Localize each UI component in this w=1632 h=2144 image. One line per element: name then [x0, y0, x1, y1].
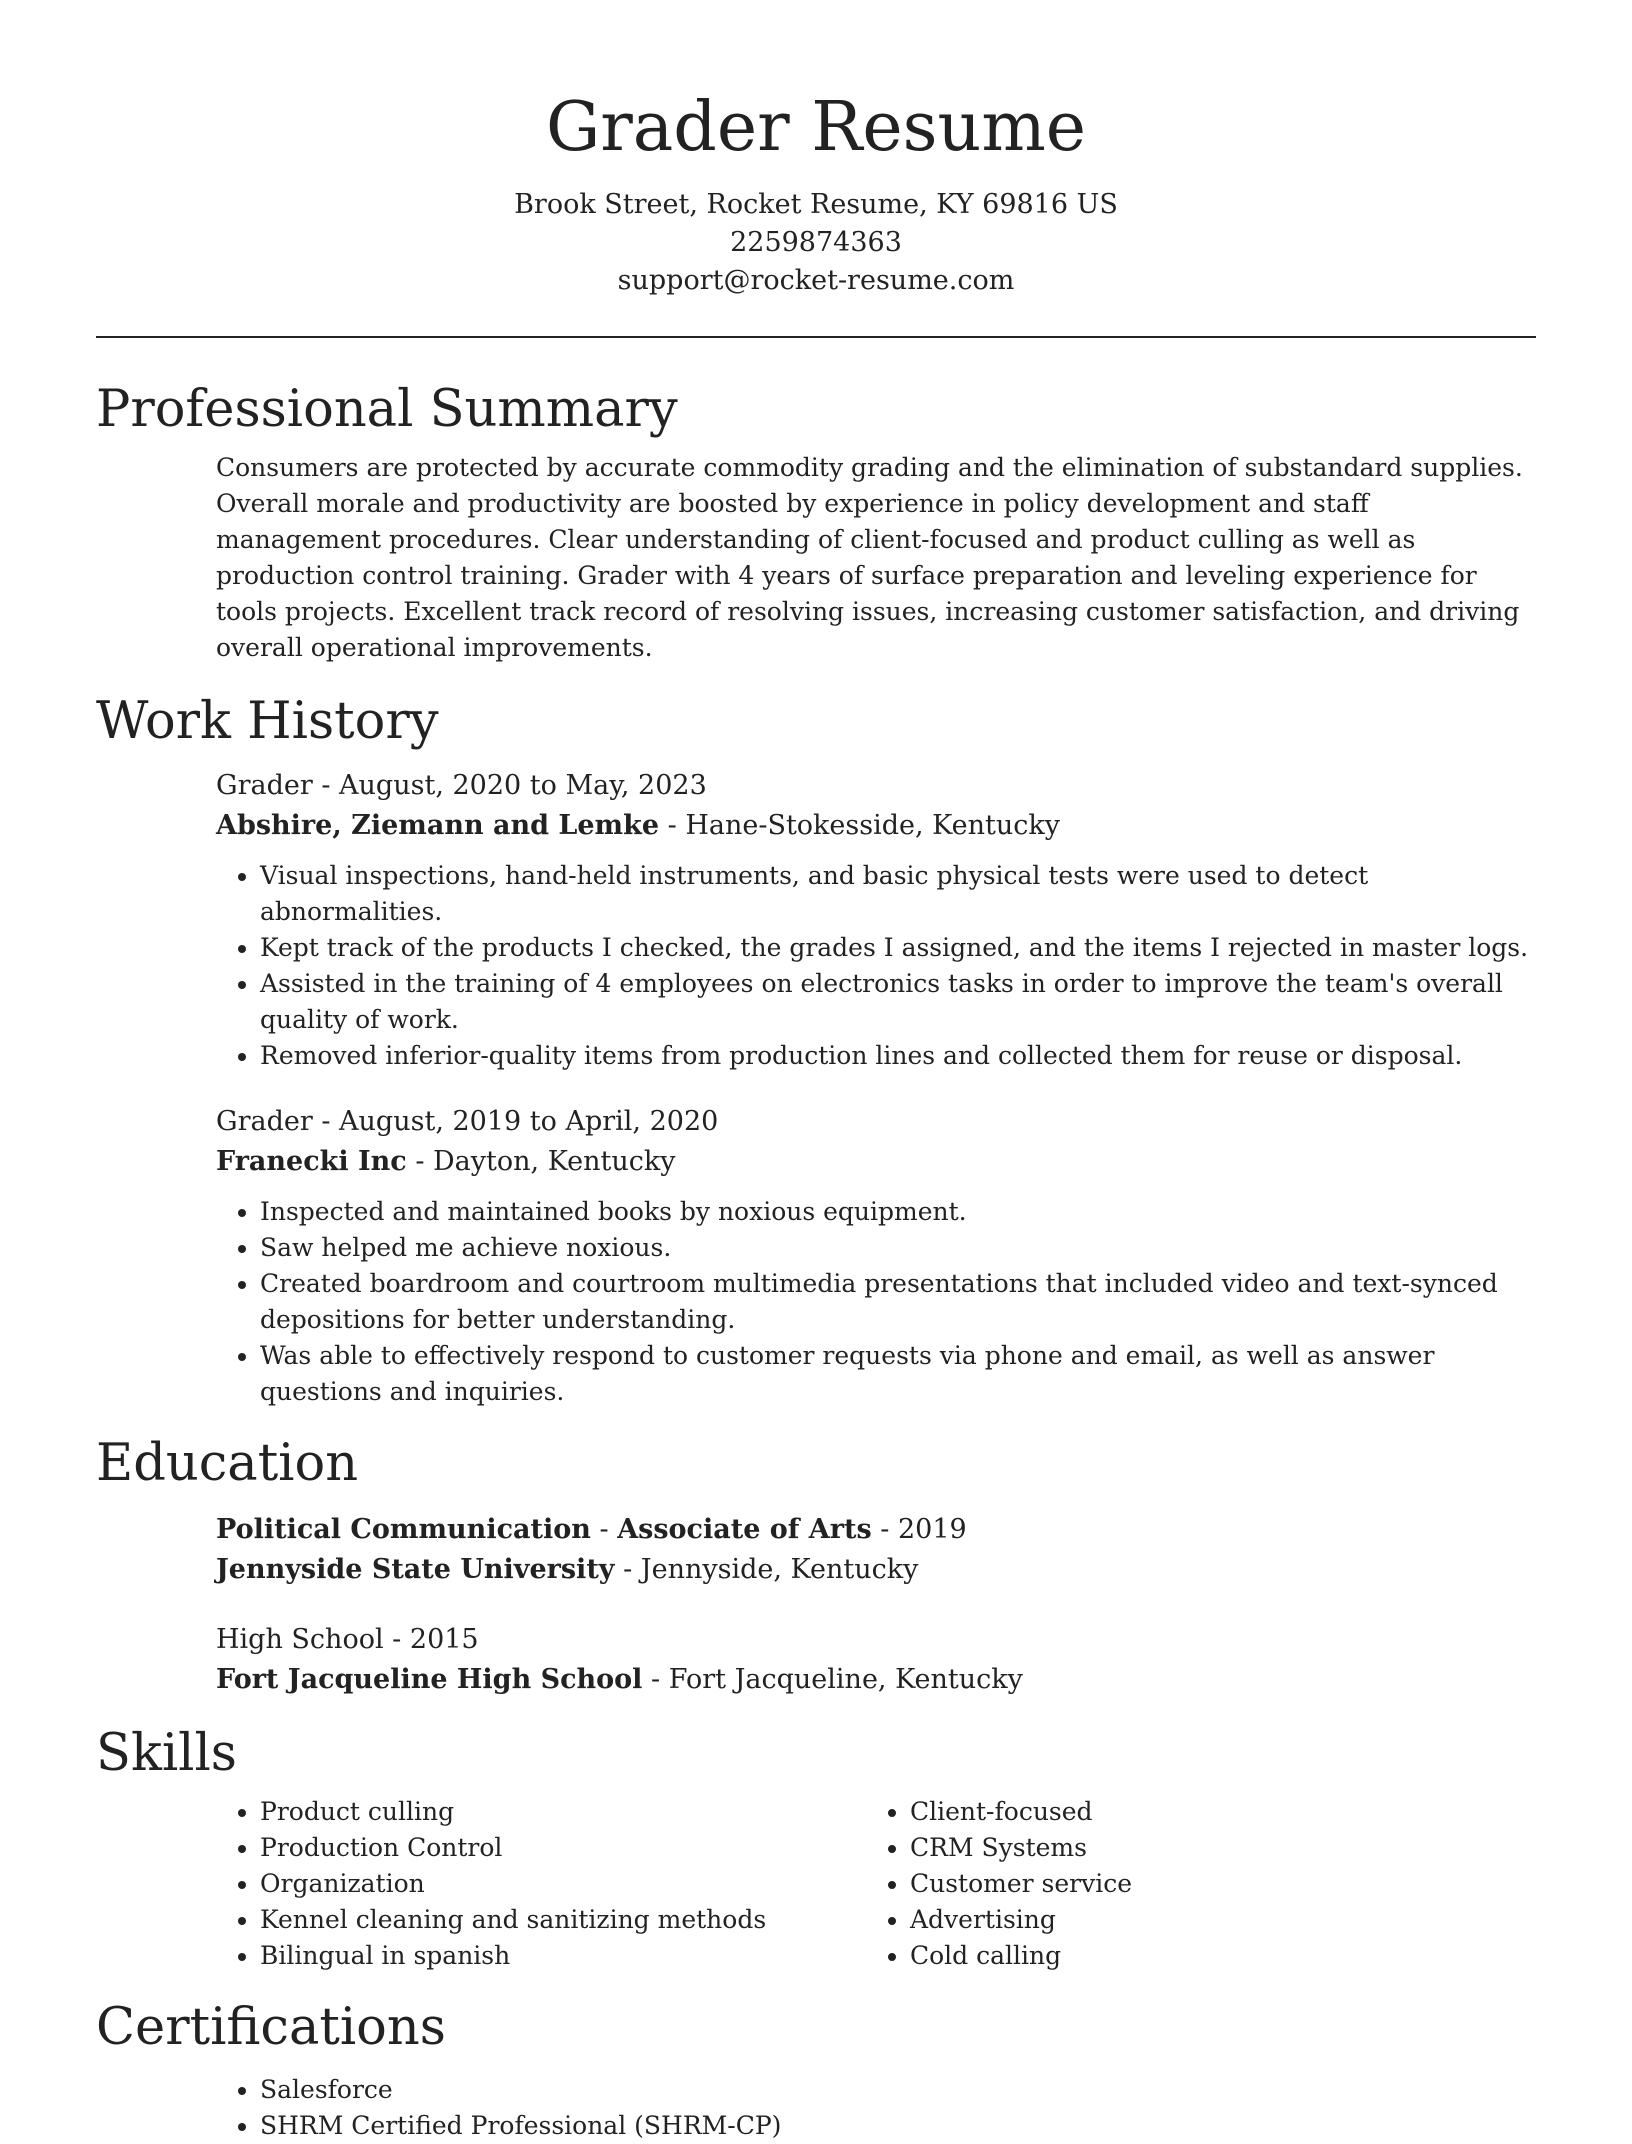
- education-school-line: [216, 1550, 1536, 1590]
- separator: -: [642, 1664, 669, 1695]
- education-degree-line: [216, 1510, 1536, 1550]
- separator: -: [614, 1554, 641, 1585]
- job-title-line: [216, 766, 1536, 806]
- list-item: • Bilingual in spanish: [260, 1938, 866, 1974]
- education-entry: [216, 1510, 1536, 1590]
- list-item: • Organization: [260, 1866, 866, 1902]
- education-entry: [216, 1620, 1536, 1700]
- skills-grid: [216, 1794, 1536, 1974]
- list-item: • Inspected and maintained books by noxious equipment.: [260, 1194, 1536, 1230]
- education-degree-line: [216, 1620, 1536, 1660]
- address: Brook Street, Rocket Resume, KY 69816 US: [514, 189, 1118, 220]
- list-item: • Client-focused: [910, 1794, 1516, 1830]
- skills-list: [866, 1794, 1516, 1974]
- section-title-education: Education: [96, 1434, 359, 1493]
- skills-column-right: [866, 1794, 1516, 1974]
- job-position: Grader: [216, 1106, 313, 1137]
- separator: -: [590, 1514, 618, 1545]
- list-item: • Saw helped me achieve noxious.: [260, 1230, 1536, 1266]
- education-school: Fort Jacqueline High School: [216, 1664, 643, 1695]
- education-section: [96, 1432, 1536, 1700]
- separator: -: [659, 810, 686, 841]
- education-school: Jennyside State University: [216, 1554, 615, 1585]
- job-company-line: [216, 806, 1536, 846]
- list-item: • Advertising: [910, 1902, 1516, 1938]
- separator: -: [312, 1106, 340, 1137]
- job-title-line: [216, 1102, 1536, 1142]
- education-degree: Associate of Arts: [617, 1514, 872, 1545]
- email: support@rocket-resume.com: [617, 265, 1015, 296]
- job-position: Grader: [216, 770, 313, 801]
- job-company-line: [216, 1142, 1536, 1182]
- summary-section: [96, 378, 1536, 666]
- phone: 2259874363: [730, 227, 902, 258]
- separator: -: [871, 1514, 898, 1545]
- list-item: • Assisted in the training of 4 employees on electronics tasks in order to improve the team's overall quality of work.: [260, 966, 1536, 1038]
- list-item: • Salesforce: [260, 2072, 1536, 2108]
- section-title-summary: Professional Summary: [96, 380, 678, 439]
- contact-info: [96, 186, 1536, 300]
- list-item: • Was able to effectively respond to customer requests via phone and email, as well as answer questions and inquiries.: [260, 1338, 1536, 1410]
- list-item: • Cold calling: [910, 1938, 1516, 1974]
- list-item: • Production Control: [260, 1830, 866, 1866]
- resume-page: [96, 0, 1536, 2144]
- education-school-line: [216, 1660, 1536, 1700]
- job-entry: [216, 1102, 1536, 1410]
- summary-text: Consumers are protected by accurate commodity grading and the elimination of substandard supplies. Overall morale and productivity are boosted by experience in policy development and staff management procedures. Clear understanding of client-focused and product culling as well as production control training. Grader with 4 years of surface preparation and leveling experience for tools projects. Excellent track record of resolving issues, increasing customer satisfaction, and driving overall operational improvements.: [216, 453, 1523, 662]
- job-company: Abshire, Ziemann and Lemke: [216, 810, 660, 841]
- certifications-section: [96, 1996, 1536, 2144]
- list-item: • Created boardroom and courtroom multimedia presentations that included video and text-synced depositions for better understanding.: [260, 1266, 1536, 1338]
- job-location: Hane-Stokesside, Kentucky: [685, 810, 1060, 841]
- skills-section: [96, 1722, 1536, 1974]
- list-item: • Kept track of the products I checked, the grades I assigned, and the items I rejected in master logs.: [260, 930, 1536, 966]
- section-title-work-history: Work History: [96, 692, 439, 751]
- list-item: • Kennel cleaning and sanitizing methods: [260, 1902, 866, 1938]
- list-item: • Product culling: [260, 1794, 866, 1830]
- skills-column-left: [216, 1794, 866, 1974]
- list-item: • Customer service: [910, 1866, 1516, 1902]
- education-location: Fort Jacqueline, Kentucky: [668, 1664, 1023, 1695]
- skills-list: [216, 1794, 866, 1974]
- education-year: 2015: [409, 1624, 479, 1655]
- education-field: Political Communication: [216, 1514, 591, 1545]
- education-year: 2019: [897, 1514, 967, 1545]
- job-bullets: [216, 1194, 1536, 1410]
- section-title-certifications: Certifications: [96, 1998, 446, 2057]
- list-item: • CRM Systems: [910, 1830, 1516, 1866]
- work-history-section: [96, 690, 1536, 1410]
- resume-header: [96, 0, 1536, 300]
- job-dates: August, 2020 to May, 2023: [339, 770, 707, 801]
- job-dates: August, 2019 to April, 2020: [339, 1106, 719, 1137]
- section-title-skills: Skills: [96, 1724, 237, 1783]
- education-degree: High School: [216, 1624, 384, 1655]
- header-divider: [96, 336, 1536, 338]
- list-item: • Removed inferior-quality items from production lines and collected them for reuse or disposal.: [260, 1038, 1536, 1074]
- job-bullets: [216, 858, 1536, 1074]
- list-item: • Visual inspections, hand-held instruments, and basic physical tests were used to detect abnormalities.: [260, 858, 1536, 930]
- separator: -: [312, 770, 340, 801]
- job-entry: [216, 766, 1536, 1074]
- separator: -: [383, 1624, 410, 1655]
- education-location: Jennyside, Kentucky: [640, 1554, 919, 1585]
- candidate-name: Grader Resume: [545, 88, 1087, 167]
- job-company: Franecki Inc: [216, 1146, 407, 1177]
- separator: -: [406, 1146, 434, 1177]
- job-location: Dayton, Kentucky: [433, 1146, 676, 1177]
- list-item: • SHRM Certified Professional (SHRM-CP): [260, 2108, 1536, 2144]
- certifications-list: [216, 2072, 1536, 2144]
